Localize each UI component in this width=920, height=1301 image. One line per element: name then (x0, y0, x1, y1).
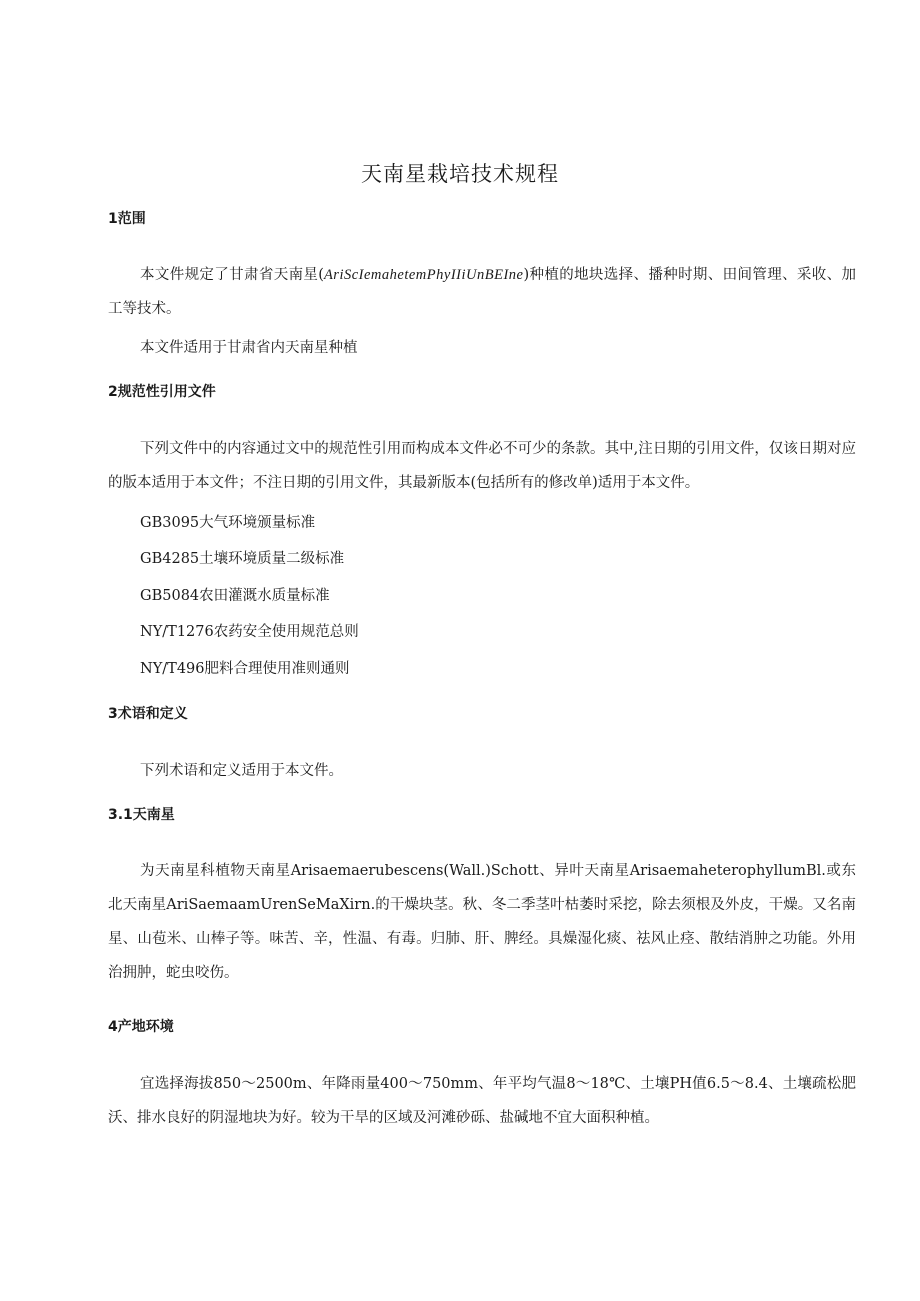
section-heading-scope: 1范围 (108, 211, 146, 227)
scope-paragraph: 本文件规定了甘肃省天南星(AriScIemahetemPhyIIiUnBEIne)种植的地块选择、播种时期、田间管理、采收、加工等技术。 (108, 267, 856, 317)
section-heading-environment: 4产地环境 (108, 1019, 174, 1035)
latin-species-name: AriScIemahetemPhyIIiUnBEIne (323, 267, 524, 283)
ref-item: NY/T1276农药安全使用规范总则 (140, 624, 359, 640)
section-heading-tiannanxing: 3.1天南星 (108, 807, 175, 823)
normative-refs-paragraph: 下列文件中的内容通过文中的规范性引用而构成本文件必不可少的条款。其中,注日期的引用文件，仅该日期对应的版本适用于本文件；不注日期的引用文件，其最新版本(包括所有的修改单)适用于本文件。 (108, 441, 856, 491)
environment-paragraph: 宜选择海拔850～2500m、年降雨量400～750mm、年平均气温8～18℃、土壤PH值6.5～8.4、土壤疏松肥沃、排水良好的阴湿地块为好。较为干旱的区域及河滩砂砾、盐碱地不宜大面积种植。 (108, 1076, 856, 1126)
section-heading-terms: 3术语和定义 (108, 706, 188, 722)
section-heading-normative-refs: 2规范性引用文件 (108, 384, 216, 400)
ref-item: GB3095大气环境颁量标准 (140, 515, 316, 531)
scope-applicability: 本文件适用于甘肃省内天南星种植 (140, 340, 358, 356)
tiannanxing-definition: 为天南星科植物天南星Arisaemaerubescens(Wall.)Schott、异叶天南星ArisaemaheterophyllumBl.或东北天南星AriSaemaamUrenSeMaXirn.的干燥块茎。秋、冬二季茎叶枯萎时采挖，除去须根及外皮，干燥。又名南星、山苞米、山棒子等。味苦、辛，性温、有毒。归肺、肝、脾经。具燥湿化痰、祛风止痉、散结消肿之功能。外用治拥肿，蛇虫咬伤。 (108, 863, 856, 981)
ref-item: NY/T496肥料合理使用准则通则 (140, 661, 350, 677)
document-title: 天南星栽培技术规程 (361, 162, 559, 186)
terms-paragraph: 下列术语和定义适用于本文件。 (140, 763, 343, 779)
ref-item: GB4285土壤环境质量二级标准 (140, 551, 345, 567)
ref-item: GB5084农田灌溉水质量标准 (140, 588, 330, 604)
